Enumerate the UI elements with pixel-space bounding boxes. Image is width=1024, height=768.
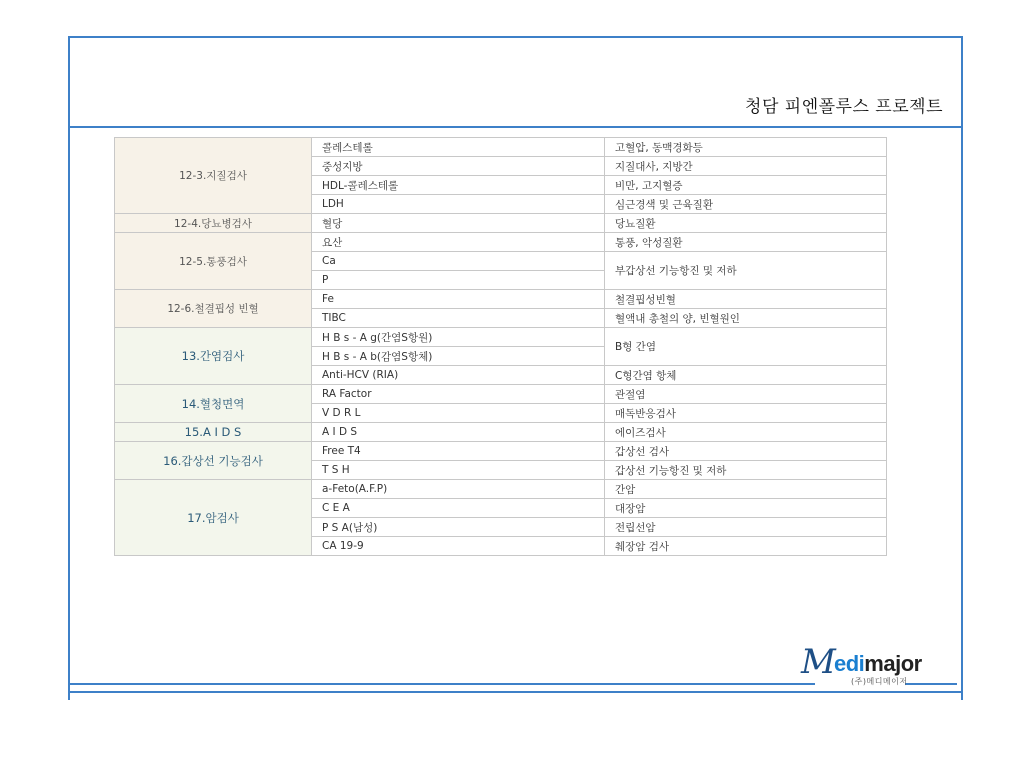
top-divider	[70, 126, 961, 128]
category-cell: 15.A I D S	[115, 423, 312, 442]
test-name-cell: P	[312, 271, 605, 290]
test-name-cell: Anti-HCV (RIA)	[312, 366, 605, 385]
description-cell: 비만, 고지혈증	[605, 176, 887, 195]
table-row	[115, 442, 887, 461]
medimajor-logo	[801, 642, 951, 688]
description-cell: 심근경색 및 근육질환	[605, 195, 887, 214]
description-cell: 철결핍성빈혈	[605, 290, 887, 309]
logo-word-b: major	[864, 651, 922, 676]
description-cell: 전립선암	[605, 518, 887, 537]
category-cell: 12-3.지질검사	[115, 138, 312, 214]
description-cell: 매독반응검사	[605, 404, 887, 423]
bottom-divider-upper	[70, 683, 815, 685]
test-name-cell: Ca	[312, 252, 605, 271]
description-cell: 갑상선 기능항진 및 저하	[605, 461, 887, 480]
table-row	[115, 138, 887, 157]
test-name-cell: T S H	[312, 461, 605, 480]
test-name-cell: HDL-콜레스테롤	[312, 176, 605, 195]
description-cell: 통풍, 악성질환	[605, 233, 887, 252]
table-row	[115, 214, 887, 233]
test-name-cell: Free T4	[312, 442, 605, 461]
description-cell: 에이즈검사	[605, 423, 887, 442]
category-cell: 12-4.당뇨병검사	[115, 214, 312, 233]
test-name-cell: LDH	[312, 195, 605, 214]
test-name-cell: CA 19-9	[312, 537, 605, 556]
test-name-cell: 중성지방	[312, 157, 605, 176]
logo-subtitle: (주)메디메이저	[851, 677, 908, 686]
table-body	[115, 138, 887, 556]
description-cell: B형 간염	[605, 328, 887, 366]
table-row	[115, 328, 887, 347]
slide-title: 청담 피엔폴루스 프로젝트	[745, 97, 943, 117]
description-cell: 대장암	[605, 499, 887, 518]
category-cell: 12-6.철결핍성 빈혈	[115, 290, 312, 328]
category-cell: 12-5.통풍검사	[115, 233, 312, 290]
test-name-cell: a-Feto(A.F.P)	[312, 480, 605, 499]
bottom-divider-lower	[70, 691, 961, 693]
description-cell: 췌장암 검사	[605, 537, 887, 556]
test-name-cell: C E A	[312, 499, 605, 518]
category-cell: 13.간염검사	[115, 328, 312, 385]
table-row	[115, 423, 887, 442]
test-name-cell: RA Factor	[312, 385, 605, 404]
table-row	[115, 385, 887, 404]
category-cell: 17.암검사	[115, 480, 312, 556]
test-name-cell: TIBC	[312, 309, 605, 328]
description-cell: 지질대사, 지방간	[605, 157, 887, 176]
logo-initial: M	[801, 642, 836, 682]
test-name-cell: H B s - A g(간염S항원)	[312, 328, 605, 347]
description-cell: 관절염	[605, 385, 887, 404]
test-name-cell: Fe	[312, 290, 605, 309]
category-cell: 14.혈청면역	[115, 385, 312, 423]
health-test-table	[114, 137, 887, 556]
test-name-cell: 혈당	[312, 214, 605, 233]
description-cell: C형간염 항체	[605, 366, 887, 385]
test-name-cell: H B s - A b(감염S항체)	[312, 347, 605, 366]
logo-word-a: edi	[834, 651, 865, 676]
test-name-cell: V D R L	[312, 404, 605, 423]
description-cell: 혈액내 총철의 양, 빈혈원인	[605, 309, 887, 328]
test-name-cell: 콜레스테롤	[312, 138, 605, 157]
logo-word	[834, 651, 922, 677]
test-name-cell: 요산	[312, 233, 605, 252]
description-cell: 부갑상선 기능항진 및 저하	[605, 252, 887, 290]
description-cell: 갑상선 검사	[605, 442, 887, 461]
description-cell: 당뇨질환	[605, 214, 887, 233]
table-row	[115, 480, 887, 499]
description-cell: 간암	[605, 480, 887, 499]
category-cell: 16.갑상선 기능검사	[115, 442, 312, 480]
test-name-cell: P S A(남성)	[312, 518, 605, 537]
description-cell: 고혈압, 동맥경화등	[605, 138, 887, 157]
test-name-cell: A I D S	[312, 423, 605, 442]
table-row	[115, 233, 887, 252]
table-row	[115, 290, 887, 309]
